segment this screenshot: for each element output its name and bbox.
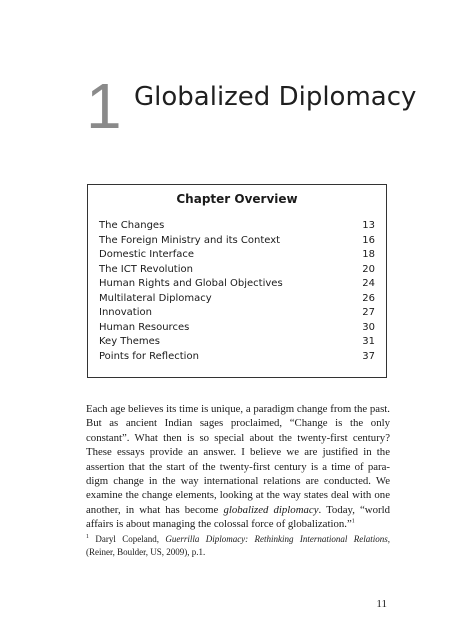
toc-item-label: Human Rights and Global Objectives xyxy=(99,278,283,289)
toc-item-label: Key Themes xyxy=(99,336,161,347)
toc-item-label: Domestic Interface xyxy=(99,249,195,260)
footnote-book-title: Guerrilla Diplomacy: Rethinking International Relations, xyxy=(165,534,391,544)
chapter-overview-list xyxy=(99,219,375,364)
toc-item-label: Human Resources xyxy=(99,321,190,333)
chapter-overview-title: Chapter Overview xyxy=(176,192,298,206)
body-text-emphasis: globalized diplomacy xyxy=(223,503,319,516)
body-text-start: Each age believes its time is unique, a paradigm change from the past. But as ancient Indian sages proclaimed, “Change is the only constant”. What then is so special about the twenty-first century? These essays provide an answer. I believe we are justified in the assertion that the start of the twenty-first century is a time of para-digm change in the way international relations are conducted. We examine the change elements, looking at the way states deal with one another, in what has become xyxy=(86,403,390,516)
toc-item-page: 26 xyxy=(362,292,375,304)
toc-item-page: 31 xyxy=(362,336,375,347)
toc-item-page: 13 xyxy=(362,220,375,231)
body-text-end: . Today, “world affairs is about managing the colossal force of globalization.” xyxy=(86,503,390,531)
chapter-number: 1 xyxy=(86,70,122,142)
toc-item xyxy=(99,335,375,350)
toc-item-page: 20 xyxy=(362,263,375,275)
toc-item xyxy=(99,219,375,234)
footnote-reference[interactable]: 1 xyxy=(351,518,355,525)
toc-item-label: Innovation xyxy=(99,307,152,318)
toc-item-label: Points for Reflection xyxy=(99,350,199,362)
chapter-overview-box xyxy=(87,184,387,378)
toc-item-page: 30 xyxy=(362,321,375,333)
toc-item xyxy=(99,350,375,365)
toc-item-page: 16 xyxy=(362,234,375,246)
toc-item xyxy=(99,321,375,336)
footnote-marker: 1 xyxy=(86,534,89,540)
toc-item xyxy=(99,306,375,321)
footnote-publication: (Reiner, Boulder, US, 2009), p.1. xyxy=(86,546,206,557)
toc-item-page: 24 xyxy=(362,278,375,289)
toc-item xyxy=(99,248,375,263)
toc-item xyxy=(99,234,375,249)
toc-item-label: Multilateral Diplomacy xyxy=(99,292,212,304)
toc-item-label: The Foreign Ministry and its Context xyxy=(99,234,281,246)
footnote-author: Daryl Copeland, xyxy=(89,534,166,544)
toc-item xyxy=(99,277,375,292)
toc-item-page: 18 xyxy=(362,249,375,260)
body-paragraph xyxy=(86,402,390,532)
toc-item xyxy=(99,292,375,307)
toc-item-page: 37 xyxy=(362,350,375,362)
toc-item-page: 27 xyxy=(362,307,375,318)
footnote xyxy=(86,533,390,558)
page-number: 11 xyxy=(376,598,387,610)
chapter-title: Globalized Diplomacy xyxy=(134,82,417,112)
toc-item-label: The Changes xyxy=(99,220,165,231)
toc-item-label: The ICT Revolution xyxy=(99,263,193,275)
toc-item xyxy=(99,263,375,278)
